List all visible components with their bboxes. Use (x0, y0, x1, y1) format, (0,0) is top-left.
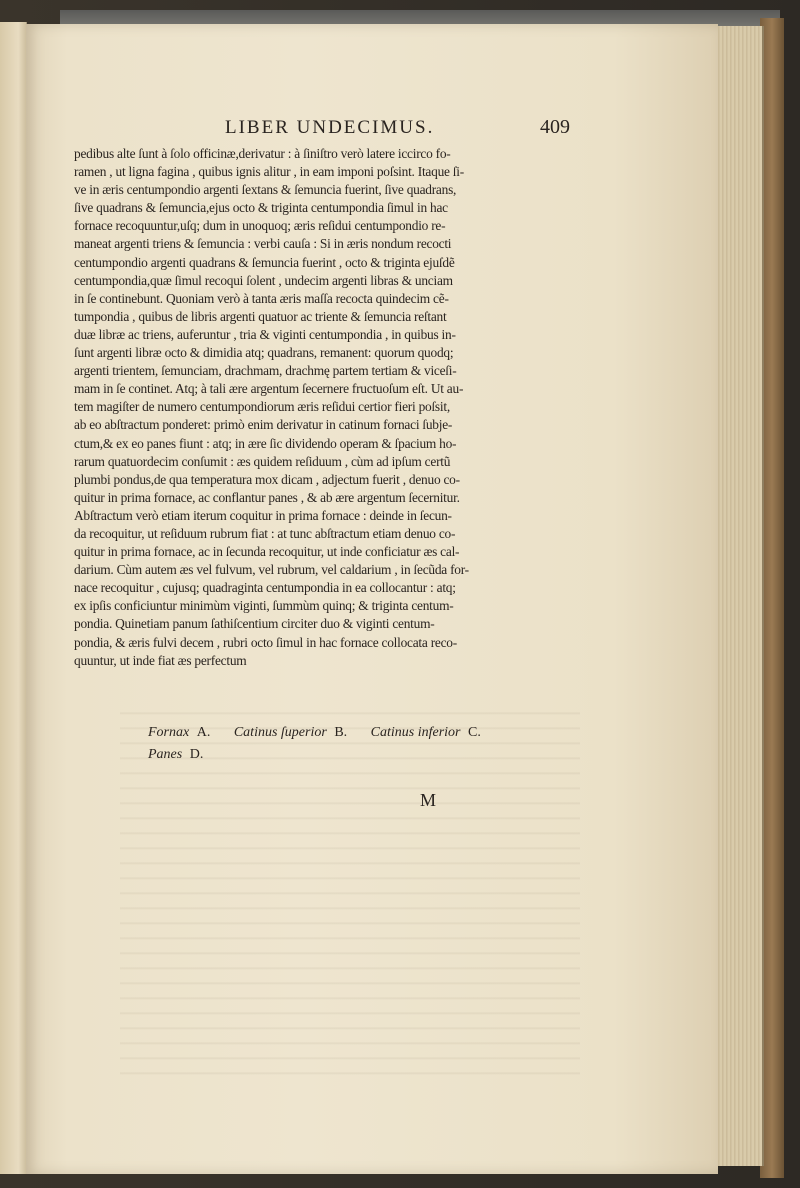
text-line: in ſe continebunt. Quoniam verò à tanta æris maſſa recocta quindecim cẽ- (74, 290, 449, 306)
text-line: pondia. Quinetiam panum ſathiſcentium circiter duo & viginti centum- (74, 616, 435, 632)
body-text (74, 145, 574, 670)
text-line: pondia, & æris fulvi decem , rubri octo ſimul in hac fornace collocata reco- (74, 634, 457, 650)
legend-key: B. (334, 725, 348, 740)
legend-label: Fornax (148, 725, 193, 740)
text-line: ve in æris centumpondio argenti ſextans & ſemuncia fuerint, ſive quadrans, (74, 182, 457, 198)
text-line: darium. Cùm autem æs vel fulvum, vel rubrum, vel caldarium , in ſecũda for- (74, 562, 469, 578)
text-line: nace recoquitur , cujusq; quadraginta centumpondia in ea collocantur : atq; (74, 580, 456, 596)
legend-row (148, 722, 568, 744)
text-line: ramen , ut ligna fagina , quibus ignis alitur , in eam imponi poſsint. Itaque ſi- (74, 164, 464, 180)
text-line: maneat argenti triens & ſemuncia : verbi cauſa : Si in æris nondum recocti (74, 236, 452, 252)
page-edges-stack (712, 26, 764, 1166)
facing-page-edge (0, 22, 27, 1174)
legend-key: C. (468, 725, 481, 740)
legend-label: Catinus inferior (370, 725, 465, 740)
legend-key: A. (196, 725, 211, 740)
text-line: ſunt argenti libræ octo & dimidia atq; quadrans, remanent: quorum quodq; (74, 345, 454, 361)
text-line: tumpondia , quibus de libris argenti quatuor ac triente & ſemuncia reſtant (74, 308, 447, 324)
text-line: centumpondio argenti quadrans & ſemuncia fuerint , octo & triginta ejuſdẽ (74, 254, 455, 270)
text-line: fornace recoquuntur,uſq; dum in unoquoq; æris reſidui centumpondio re- (74, 218, 446, 234)
text-line: ex ipſis conficiuntur minimùm viginti, ſummùm quinq; & triginta centum- (74, 598, 454, 614)
text-line: argenti trientem, ſemunciam, drachmam, drachmę partem tertiam & viceſi- (74, 363, 457, 379)
figure-legend (148, 722, 568, 766)
signature-mark: M (420, 790, 437, 810)
text-line: tem magiſter de numero centumpondiorum æris reſidui certior fieri poſsit, (74, 399, 450, 415)
text-line: mam in ſe continet. Atq; à tali ære argentum ſecernere fructuoſum eſt. Ut au- (74, 381, 464, 397)
page-number: 409 (540, 116, 570, 138)
running-head: LIBER UNDECIMUS. (225, 117, 435, 138)
text-line: quitur in prima fornace, ac conflantur panes , & ab ære argentum ſecernitur. (74, 489, 460, 505)
text-line: ctum,& ex eo panes fiunt : atq; in ære ſic dividendo operam & ſpacium ho- (74, 435, 457, 451)
text-line: ab eo abſtractum ponderet: primò enim derivatur in catinum fornaci ſubje- (74, 417, 453, 433)
legend-key: D. (189, 747, 204, 762)
legend-row (148, 744, 568, 766)
text-line: quuntur, ut inde fiat æs perfectum (74, 652, 247, 668)
text-line: da recoquitur, ut reſiduum rubrum fiat : at tunc abſtractum etiam denuo co- (74, 525, 456, 541)
text-line: centumpondia,quæ ſimul recoqui ſolent , undecim argenti libras & unciam (74, 272, 453, 288)
text-line: ſive quadrans & ſemuncia,ejus octo & triginta centumpondia ſimul in hac (74, 200, 448, 216)
legend-label: Panes (148, 747, 186, 762)
text-line: plumbi pondus,de qua temperatura mox dicam , adjectum fuerit , denuo co- (74, 471, 460, 487)
legend-label: Catinus ſuperior (233, 725, 331, 740)
text-line: rarum quatuordecim conſumit : æs quidem reſiduum , cùm ad ipſum certũ (74, 453, 451, 469)
text-line: quitur in prima fornace, ac in ſecunda recoquitur, ut inde conficiatur æs cal- (74, 544, 460, 560)
text-line: Abſtractum verò etiam iterum coquitur in prima fornace : deinde in ſecun- (74, 507, 452, 523)
text-line: pedibus alte ſunt à ſolo officinæ,derivatur : à ſiniſtro verò latere iccirco fo- (74, 146, 451, 161)
text-line: duæ libræ ac triens, auferuntur , tria & viginti centumpondia , in quibus in- (74, 326, 456, 342)
